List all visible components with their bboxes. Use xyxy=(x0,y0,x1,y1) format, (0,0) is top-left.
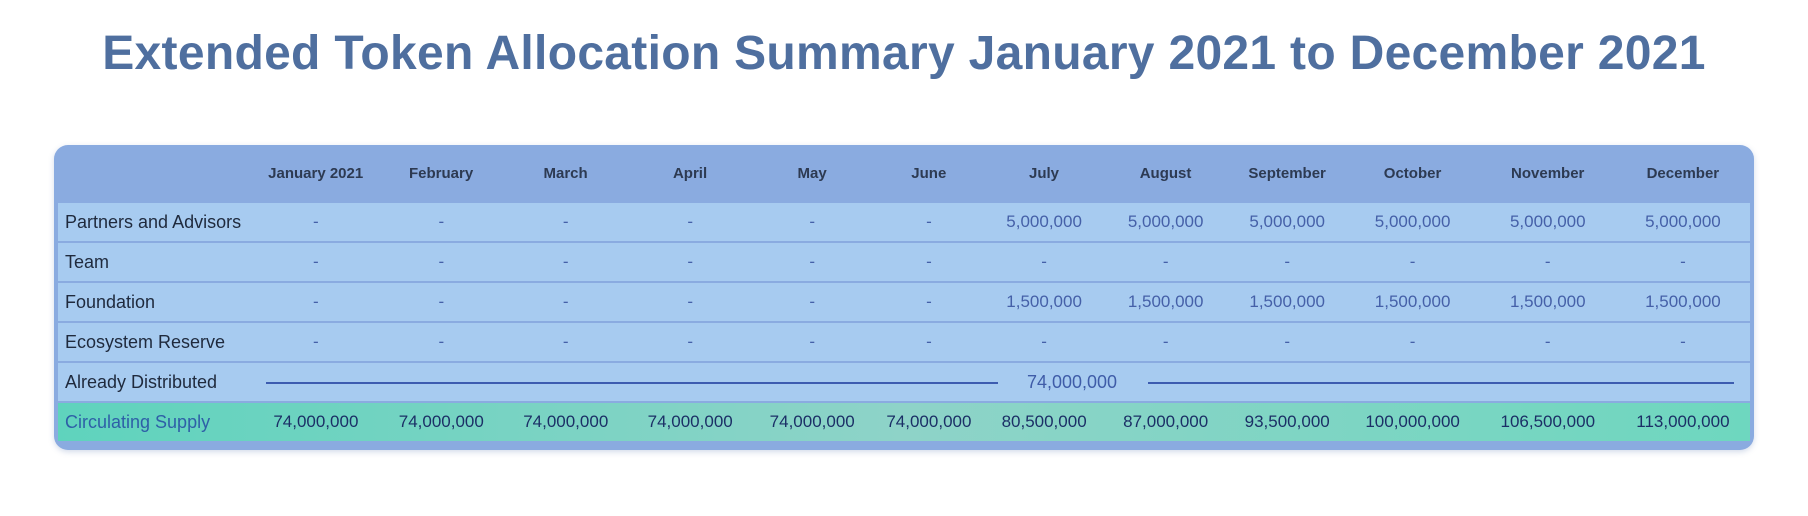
table-row xyxy=(58,203,1750,241)
table-cell: - xyxy=(926,252,932,271)
row-label: Ecosystem Reserve xyxy=(65,331,226,352)
circulating-cell: 74,000,000 xyxy=(273,412,359,431)
table-cell: - xyxy=(562,212,569,231)
column-header-10: November xyxy=(1511,164,1585,182)
table-cell: - xyxy=(809,252,816,271)
table-cell: - xyxy=(687,252,694,271)
table-cell: - xyxy=(1041,332,1047,351)
column-header-11: December xyxy=(1646,164,1720,182)
table-cell: - xyxy=(1162,332,1169,351)
circulating-cell: 74,000,000 xyxy=(769,412,855,431)
table-cell: - xyxy=(1680,252,1686,271)
table-cell: - xyxy=(1041,252,1047,271)
table-cell: - xyxy=(809,292,816,311)
table-cell: - xyxy=(438,252,445,271)
table-row-already-distributed xyxy=(58,363,1750,401)
row-label: Already Distributed xyxy=(65,371,218,392)
column-header-5: June xyxy=(911,164,947,182)
row-label: Foundation xyxy=(65,291,156,312)
table-cell: - xyxy=(313,252,319,271)
table-cell: 5,000,000 xyxy=(1006,212,1082,231)
table-cell: - xyxy=(313,292,319,311)
table-cell: - xyxy=(562,292,569,311)
table-cell: 1,500,000 xyxy=(1249,292,1326,311)
table-cell: 5,000,000 xyxy=(1374,212,1451,231)
table-cell: - xyxy=(926,292,932,311)
circulating-cell: 106,500,000 xyxy=(1500,412,1596,431)
table-cell: 1,500,000 xyxy=(1006,292,1082,311)
table-cell: - xyxy=(1409,332,1416,351)
table-cell: - xyxy=(1680,332,1686,351)
column-header-6: July xyxy=(1029,164,1060,182)
distributed-value: 74,000,000 xyxy=(1026,372,1118,392)
table-grid xyxy=(58,145,1750,441)
table-header-row xyxy=(58,145,1750,201)
page-title: Extended Token Allocation Summary January 2021 to December 2021 xyxy=(102,27,1706,80)
table-cell: 1,500,000 xyxy=(1127,292,1204,311)
table-cell: - xyxy=(687,292,694,311)
circulating-cell: 87,000,000 xyxy=(1123,412,1209,431)
table-cell: - xyxy=(809,212,816,231)
table-cell: - xyxy=(313,212,319,231)
table-cell: - xyxy=(1544,252,1551,271)
table-cell: - xyxy=(562,332,569,351)
column-header-2: March xyxy=(543,164,588,182)
table-cell: 5,000,000 xyxy=(1645,212,1721,231)
table-cell: - xyxy=(438,292,445,311)
table-cell: - xyxy=(1162,252,1169,271)
column-header-8: September xyxy=(1248,164,1326,182)
table-row xyxy=(58,323,1750,361)
table-cell: - xyxy=(1409,252,1416,271)
table-cell: - xyxy=(438,332,445,351)
table-cell: - xyxy=(1284,332,1291,351)
table-body xyxy=(58,203,1750,361)
circulating-cell: 100,000,000 xyxy=(1365,412,1460,431)
column-header-9: October xyxy=(1383,164,1442,182)
table-cell: 5,000,000 xyxy=(1509,212,1586,231)
table-cell: - xyxy=(926,332,932,351)
table-cell: - xyxy=(438,212,445,231)
distributed-span-line-right xyxy=(1148,382,1734,384)
table-cell: - xyxy=(926,212,932,231)
circulating-cell: 74,000,000 xyxy=(523,412,609,431)
table-row xyxy=(58,243,1750,281)
row-label: Partners and Advisors xyxy=(65,211,242,232)
table-row-circulating-supply xyxy=(58,403,1750,441)
table-cell: 1,500,000 xyxy=(1645,292,1721,311)
circulating-cell: 93,500,000 xyxy=(1244,412,1330,431)
row-label: Circulating Supply xyxy=(65,411,211,432)
table-cell: - xyxy=(809,332,816,351)
table-cell: - xyxy=(1544,332,1551,351)
column-header-3: April xyxy=(672,164,708,182)
circulating-cell: 74,000,000 xyxy=(647,412,733,431)
table-cell: - xyxy=(687,332,694,351)
allocation-table xyxy=(54,145,1754,450)
circulating-cell: 80,500,000 xyxy=(1001,412,1087,431)
table-cell: - xyxy=(687,212,694,231)
table-cell: 5,000,000 xyxy=(1127,212,1204,231)
column-header-7: August xyxy=(1139,164,1192,182)
column-header-0: January 2021 xyxy=(268,164,364,182)
distributed-span-line-left xyxy=(266,382,998,384)
circulating-cell: 113,000,000 xyxy=(1636,412,1730,431)
row-label: Team xyxy=(65,251,110,272)
circulating-cell: 74,000,000 xyxy=(886,412,972,431)
column-header-1: February xyxy=(409,164,474,182)
column-header-4: May xyxy=(797,164,827,182)
table-row xyxy=(58,283,1750,321)
circulating-cell: 74,000,000 xyxy=(398,412,484,431)
table-cell: 1,500,000 xyxy=(1509,292,1586,311)
table-cell: 5,000,000 xyxy=(1249,212,1326,231)
table-cell: - xyxy=(562,252,569,271)
table-cell: 1,500,000 xyxy=(1374,292,1451,311)
table-cell: - xyxy=(1284,252,1291,271)
table-cell: - xyxy=(313,332,319,351)
